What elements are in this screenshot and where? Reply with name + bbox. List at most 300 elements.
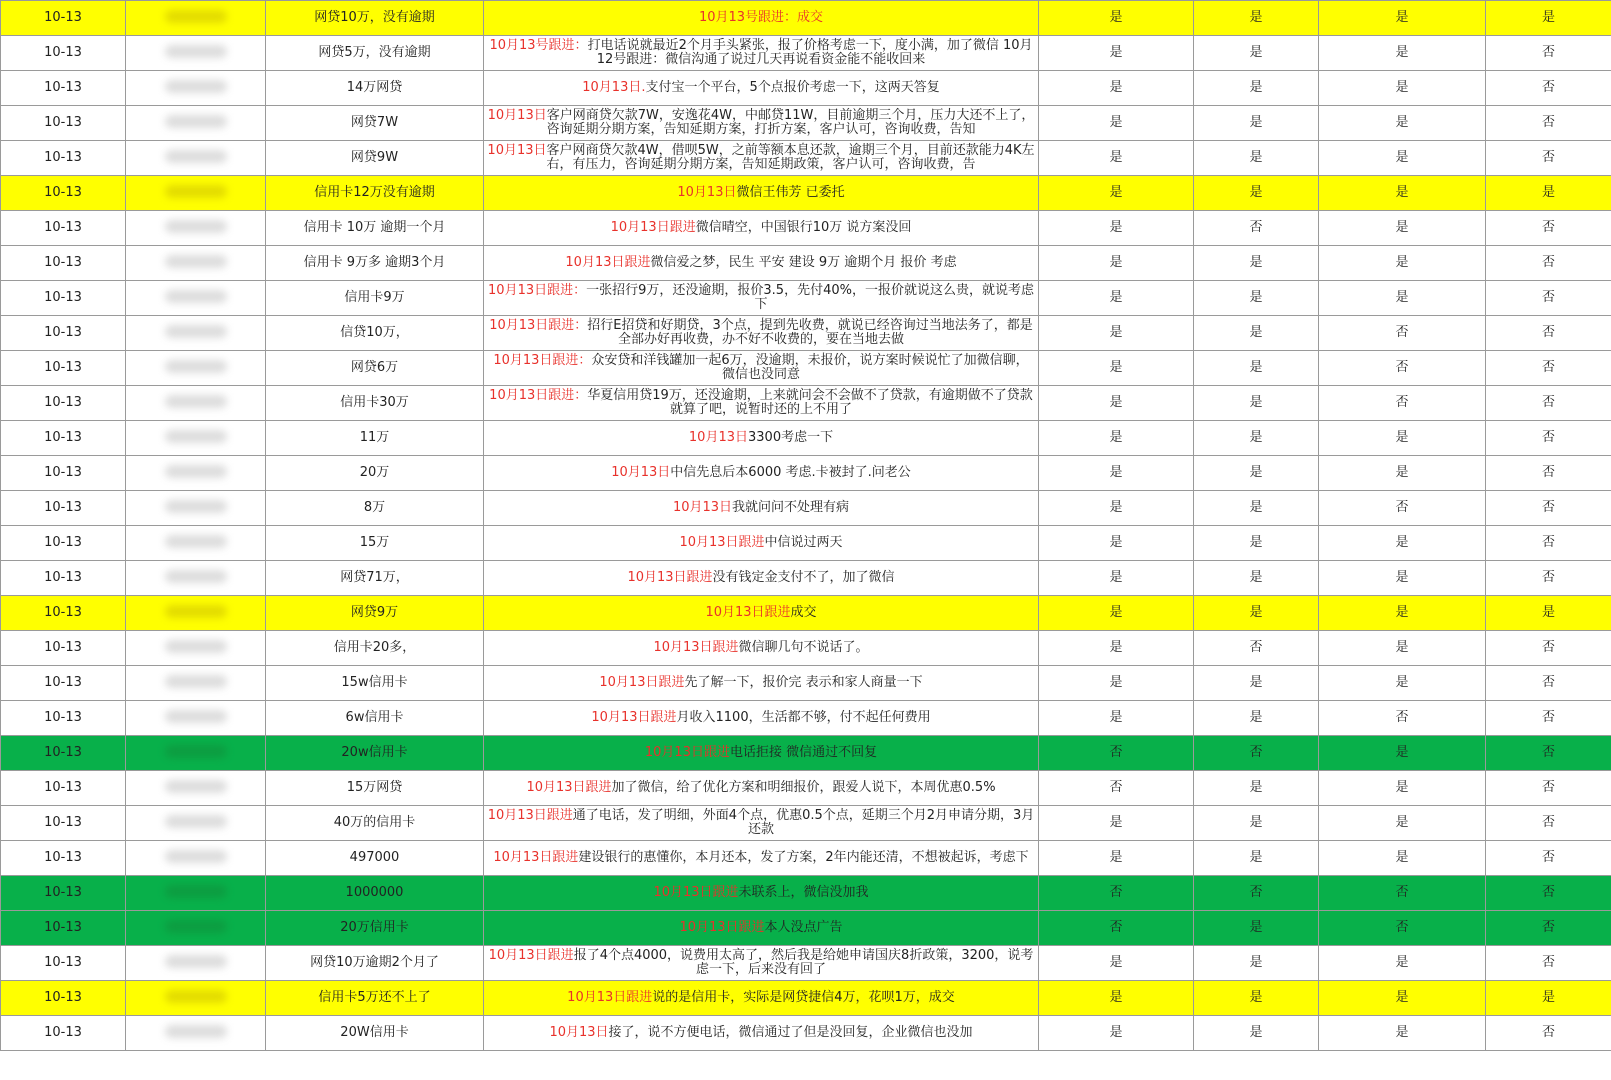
flag-cell-2[interactable]: 是 — [1194, 806, 1319, 841]
follow-up-note-cell[interactable] — [484, 316, 1039, 351]
note-date-prefix: 10月13日跟进： — [488, 283, 587, 298]
date-cell[interactable]: 10-13 — [1, 1, 126, 36]
debt-amount-cell[interactable]: 网贷7W — [266, 106, 484, 141]
flag-cell-3[interactable]: 是 — [1319, 561, 1486, 596]
flag-cell-4[interactable]: 否 — [1486, 1016, 1611, 1051]
flag-cell-2[interactable]: 是 — [1194, 36, 1319, 71]
flag-cell-4[interactable]: 否 — [1486, 316, 1611, 351]
follow-up-note-cell[interactable] — [484, 456, 1039, 491]
flag-cell-3[interactable]: 是 — [1319, 526, 1486, 561]
flag-cell-4[interactable]: 否 — [1486, 36, 1611, 71]
name-cell-redacted[interactable] — [126, 351, 266, 386]
flag-cell-2[interactable]: 是 — [1194, 351, 1319, 386]
flag-cell-3[interactable]: 否 — [1319, 316, 1486, 351]
flag-cell-4[interactable]: 否 — [1486, 71, 1611, 106]
date-cell[interactable]: 10-13 — [1, 631, 126, 666]
flag-cell-1[interactable]: 是 — [1039, 386, 1194, 421]
flag-cell-2[interactable]: 是 — [1194, 141, 1319, 176]
flag-cell-3[interactable]: 是 — [1319, 106, 1486, 141]
follow-up-note-cell[interactable] — [484, 211, 1039, 246]
follow-up-note-cell[interactable] — [484, 771, 1039, 806]
name-cell-redacted[interactable] — [126, 771, 266, 806]
table-row[interactable] — [1, 351, 1611, 386]
flag-cell-1[interactable]: 是 — [1039, 1016, 1194, 1051]
follow-up-note-cell[interactable] — [484, 386, 1039, 421]
redacted-name-blur — [165, 920, 227, 933]
debt-amount-cell[interactable]: 网贷5万，没有逾期 — [266, 36, 484, 71]
date-cell[interactable]: 10-13 — [1, 456, 126, 491]
flag-cell-2[interactable]: 是 — [1194, 421, 1319, 456]
date-cell[interactable]: 10-13 — [1, 701, 126, 736]
note-date-prefix: 10月13号跟进：成交 — [698, 10, 824, 25]
table-row[interactable] — [1, 421, 1611, 456]
table-row[interactable] — [1, 701, 1611, 736]
debt-amount-cell[interactable]: 信用卡20多， — [266, 631, 484, 666]
note-date-prefix: 10月13日跟进 — [599, 675, 685, 690]
name-cell-redacted[interactable] — [126, 281, 266, 316]
follow-up-note-cell[interactable] — [484, 561, 1039, 596]
flag-cell-4[interactable]: 否 — [1486, 631, 1611, 666]
flag-cell-4[interactable]: 否 — [1486, 141, 1611, 176]
follow-up-note-cell[interactable] — [484, 281, 1039, 316]
flag-cell-3[interactable]: 是 — [1319, 176, 1486, 211]
table-row[interactable] — [1, 456, 1611, 491]
table-row[interactable] — [1, 771, 1611, 806]
debt-amount-cell[interactable]: 8万 — [266, 491, 484, 526]
flag-cell-3[interactable]: 是 — [1319, 421, 1486, 456]
flag-cell-2[interactable]: 是 — [1194, 911, 1319, 946]
note-text: 客户网商贷欠款4W，借呗5W，之前等额本息还款，逾期三个月，目前还款能力4K左右，有压力，咨询延期分期方案，告知延期政策，客户认可，咨询收费，告 — [546, 143, 1035, 172]
name-cell-redacted[interactable] — [126, 456, 266, 491]
debt-amount-cell[interactable]: 网贷9W — [266, 141, 484, 176]
flag-cell-3[interactable]: 是 — [1319, 211, 1486, 246]
flag-cell-3[interactable]: 是 — [1319, 736, 1486, 771]
flag-cell-1[interactable]: 是 — [1039, 176, 1194, 211]
date-cell[interactable]: 10-13 — [1, 666, 126, 701]
follow-up-note-cell[interactable] — [484, 946, 1039, 981]
name-cell-redacted[interactable] — [126, 981, 266, 1016]
table-row[interactable] — [1, 841, 1611, 876]
date-cell[interactable]: 10-13 — [1, 736, 126, 771]
note-date-prefix: 10月13日跟进 — [679, 535, 765, 550]
date-cell[interactable]: 10-13 — [1, 211, 126, 246]
flag-cell-1[interactable]: 是 — [1039, 631, 1194, 666]
flag-cell-2[interactable]: 是 — [1194, 176, 1319, 211]
debt-amount-cell[interactable]: 6w信用卡 — [266, 701, 484, 736]
flag-cell-4[interactable]: 否 — [1486, 351, 1611, 386]
flag-cell-1[interactable]: 是 — [1039, 596, 1194, 631]
flag-cell-1[interactable]: 是 — [1039, 841, 1194, 876]
flag-cell-3[interactable]: 是 — [1319, 666, 1486, 701]
flag-cell-4[interactable]: 否 — [1486, 561, 1611, 596]
flag-cell-3[interactable]: 是 — [1319, 71, 1486, 106]
debt-amount-cell[interactable]: 20W信用卡 — [266, 1016, 484, 1051]
name-cell-redacted[interactable] — [126, 211, 266, 246]
name-cell-redacted[interactable] — [126, 491, 266, 526]
debt-amount-cell[interactable]: 20w信用卡 — [266, 736, 484, 771]
flag-cell-4[interactable]: 否 — [1486, 806, 1611, 841]
flag-cell-1[interactable]: 是 — [1039, 246, 1194, 281]
date-cell[interactable]: 10-13 — [1, 316, 126, 351]
flag-cell-1[interactable]: 是 — [1039, 981, 1194, 1016]
date-cell[interactable]: 10-13 — [1, 141, 126, 176]
date-cell[interactable]: 10-13 — [1, 281, 126, 316]
flag-cell-3[interactable]: 是 — [1319, 841, 1486, 876]
note-text: 加了微信，给了优化方案和明细报价，跟爱人说下，本周优惠0.5% — [611, 780, 996, 795]
flag-cell-4[interactable]: 是 — [1486, 981, 1611, 1016]
table-row[interactable] — [1, 491, 1611, 526]
flag-cell-2[interactable]: 否 — [1194, 876, 1319, 911]
date-cell[interactable]: 10-13 — [1, 841, 126, 876]
follow-up-note-cell[interactable] — [484, 526, 1039, 561]
table-row[interactable] — [1, 1016, 1611, 1051]
table-row[interactable] — [1, 911, 1611, 946]
name-cell-redacted[interactable] — [126, 1016, 266, 1051]
flag-cell-2[interactable]: 是 — [1194, 246, 1319, 281]
flag-cell-2[interactable]: 否 — [1194, 211, 1319, 246]
name-cell-redacted[interactable] — [126, 316, 266, 351]
flag-cell-2[interactable]: 是 — [1194, 946, 1319, 981]
follow-up-note-cell[interactable] — [484, 911, 1039, 946]
follow-up-note-cell[interactable] — [484, 631, 1039, 666]
redacted-name-blur — [165, 395, 227, 408]
flag-cell-3[interactable]: 是 — [1319, 806, 1486, 841]
flag-cell-4[interactable]: 否 — [1486, 491, 1611, 526]
flag-cell-1[interactable]: 是 — [1039, 456, 1194, 491]
note-text: 华夏信用贷19万，还没逾期，上来就问会不会做不了贷款，有逾期做不了贷款就算了吧，说暂时还的上不用了 — [587, 388, 1033, 417]
redacted-name-blur — [165, 220, 227, 233]
follow-up-note-cell[interactable] — [484, 981, 1039, 1016]
debt-amount-cell[interactable]: 15万 — [266, 526, 484, 561]
name-cell-redacted[interactable] — [126, 911, 266, 946]
table-row[interactable] — [1, 946, 1611, 981]
follow-up-note-cell[interactable] — [484, 246, 1039, 281]
date-cell[interactable]: 10-13 — [1, 946, 126, 981]
flag-cell-1[interactable]: 是 — [1039, 806, 1194, 841]
follow-up-note-cell[interactable] — [484, 736, 1039, 771]
flag-cell-3[interactable]: 是 — [1319, 596, 1486, 631]
note-text: 3300考虑一下 — [748, 430, 834, 445]
date-cell[interactable]: 10-13 — [1, 596, 126, 631]
debt-amount-cell[interactable]: 信用卡12万没有逾期 — [266, 176, 484, 211]
date-cell[interactable]: 10-13 — [1, 771, 126, 806]
name-cell-redacted[interactable] — [126, 71, 266, 106]
name-cell-redacted[interactable] — [126, 806, 266, 841]
name-cell-redacted[interactable] — [126, 106, 266, 141]
table-row[interactable] — [1, 561, 1611, 596]
name-cell-redacted[interactable] — [126, 841, 266, 876]
date-cell[interactable]: 10-13 — [1, 386, 126, 421]
table-row[interactable] — [1, 876, 1611, 911]
date-cell[interactable]: 10-13 — [1, 911, 126, 946]
date-cell[interactable]: 10-13 — [1, 1016, 126, 1051]
follow-up-note-cell[interactable] — [484, 351, 1039, 386]
flag-cell-4[interactable]: 是 — [1486, 1, 1611, 36]
follow-up-note-cell[interactable] — [484, 841, 1039, 876]
debt-amount-cell[interactable]: 信用卡 10万 逾期一个月 — [266, 211, 484, 246]
name-cell-redacted[interactable] — [126, 666, 266, 701]
debt-amount-cell[interactable]: 网贷10万逾期2个月了 — [266, 946, 484, 981]
table-row[interactable] — [1, 631, 1611, 666]
redacted-name-blur — [165, 430, 227, 443]
flag-cell-3[interactable]: 是 — [1319, 771, 1486, 806]
flag-cell-4[interactable]: 否 — [1486, 106, 1611, 141]
table-row[interactable] — [1, 211, 1611, 246]
flag-cell-2[interactable]: 是 — [1194, 526, 1319, 561]
name-cell-redacted[interactable] — [126, 1, 266, 36]
note-text: 打电话说就最近2个月手头紧张，报了价格考虑一下，度小满，加了微信 10月12号跟进：微信沟通了说过几天再说看资金能不能收回来 — [587, 38, 1033, 67]
flag-cell-2[interactable]: 是 — [1194, 771, 1319, 806]
table-row[interactable] — [1, 386, 1611, 421]
flag-cell-4[interactable]: 否 — [1486, 701, 1611, 736]
flag-cell-3[interactable]: 是 — [1319, 246, 1486, 281]
flag-cell-1[interactable]: 否 — [1039, 771, 1194, 806]
flag-cell-2[interactable]: 是 — [1194, 1016, 1319, 1051]
flag-cell-3[interactable]: 否 — [1319, 876, 1486, 911]
debt-amount-cell[interactable]: 网贷6万 — [266, 351, 484, 386]
flag-cell-1[interactable]: 否 — [1039, 736, 1194, 771]
note-date-prefix: 10月13日跟进 — [567, 990, 653, 1005]
table-row[interactable] — [1, 1, 1611, 36]
debt-amount-cell[interactable]: 信用卡30万 — [266, 386, 484, 421]
follow-up-note-cell[interactable] — [484, 421, 1039, 456]
flag-cell-1[interactable]: 否 — [1039, 876, 1194, 911]
redacted-name-blur — [165, 500, 227, 513]
table-row[interactable] — [1, 526, 1611, 561]
table-row[interactable] — [1, 36, 1611, 71]
table-row[interactable] — [1, 736, 1611, 771]
debt-amount-cell[interactable]: 40万的信用卡 — [266, 806, 484, 841]
flag-cell-2[interactable]: 是 — [1194, 456, 1319, 491]
flag-cell-2[interactable]: 是 — [1194, 981, 1319, 1016]
flag-cell-3[interactable]: 否 — [1319, 491, 1486, 526]
flag-cell-3[interactable]: 是 — [1319, 456, 1486, 491]
flag-cell-1[interactable]: 是 — [1039, 281, 1194, 316]
flag-cell-2[interactable]: 是 — [1194, 701, 1319, 736]
name-cell-redacted[interactable] — [126, 526, 266, 561]
note-text: 建设银行的惠懂你，本月还本，发了方案，2年内能还清，不想被起诉，考虑下 — [578, 850, 1029, 865]
name-cell-redacted[interactable] — [126, 421, 266, 456]
table-row[interactable] — [1, 666, 1611, 701]
debt-amount-cell[interactable]: 1000000 — [266, 876, 484, 911]
debt-amount-cell[interactable]: 497000 — [266, 841, 484, 876]
flag-cell-3[interactable]: 是 — [1319, 36, 1486, 71]
flag-cell-1[interactable]: 是 — [1039, 141, 1194, 176]
name-cell-redacted[interactable] — [126, 176, 266, 211]
flag-cell-1[interactable]: 是 — [1039, 71, 1194, 106]
flag-cell-3[interactable]: 否 — [1319, 386, 1486, 421]
flag-cell-4[interactable]: 否 — [1486, 421, 1611, 456]
flag-cell-1[interactable]: 是 — [1039, 421, 1194, 456]
flag-cell-4[interactable]: 否 — [1486, 946, 1611, 981]
flag-cell-2[interactable]: 是 — [1194, 491, 1319, 526]
flag-cell-3[interactable]: 否 — [1319, 351, 1486, 386]
follow-up-note-cell[interactable] — [484, 141, 1039, 176]
debt-amount-cell[interactable]: 20万信用卡 — [266, 911, 484, 946]
flag-cell-4[interactable]: 否 — [1486, 246, 1611, 281]
table-row[interactable] — [1, 806, 1611, 841]
follow-up-note-cell[interactable] — [484, 491, 1039, 526]
flag-cell-1[interactable]: 是 — [1039, 36, 1194, 71]
flag-cell-2[interactable]: 是 — [1194, 841, 1319, 876]
debt-amount-cell[interactable]: 信用卡9万 — [266, 281, 484, 316]
flag-cell-2[interactable]: 是 — [1194, 1, 1319, 36]
table-row[interactable] — [1, 71, 1611, 106]
follow-up-note-cell[interactable] — [484, 71, 1039, 106]
follow-up-note-cell[interactable] — [484, 36, 1039, 71]
note-date-prefix: 10月13日跟进 — [565, 255, 651, 270]
follow-up-note-cell[interactable] — [484, 876, 1039, 911]
flag-cell-4[interactable]: 是 — [1486, 596, 1611, 631]
follow-up-note-cell[interactable] — [484, 176, 1039, 211]
date-cell[interactable]: 10-13 — [1, 351, 126, 386]
flag-cell-3[interactable]: 否 — [1319, 701, 1486, 736]
flag-cell-1[interactable]: 是 — [1039, 211, 1194, 246]
date-cell[interactable]: 10-13 — [1, 491, 126, 526]
flag-cell-4[interactable]: 否 — [1486, 771, 1611, 806]
debt-amount-cell[interactable]: 11万 — [266, 421, 484, 456]
flag-cell-1[interactable]: 是 — [1039, 561, 1194, 596]
flag-cell-1[interactable]: 否 — [1039, 911, 1194, 946]
redacted-name-blur — [165, 360, 227, 373]
note-date-prefix: 10月13日跟进 — [705, 605, 791, 620]
flag-cell-1[interactable]: 是 — [1039, 946, 1194, 981]
table-row[interactable] — [1, 596, 1611, 631]
date-cell[interactable]: 10-13 — [1, 421, 126, 456]
note-date-prefix: 10月13日 — [487, 143, 547, 158]
note-text: 我就问问不处理有病 — [732, 500, 850, 515]
follow-up-note-cell[interactable] — [484, 1016, 1039, 1051]
date-cell[interactable]: 10-13 — [1, 36, 126, 71]
name-cell-redacted[interactable] — [126, 246, 266, 281]
flag-cell-1[interactable]: 是 — [1039, 701, 1194, 736]
flag-cell-4[interactable]: 否 — [1486, 386, 1611, 421]
date-cell[interactable]: 10-13 — [1, 106, 126, 141]
date-cell[interactable]: 10-13 — [1, 176, 126, 211]
flag-cell-4[interactable]: 否 — [1486, 736, 1611, 771]
flag-cell-2[interactable]: 是 — [1194, 596, 1319, 631]
table-row[interactable] — [1, 141, 1611, 176]
debt-amount-cell[interactable]: 网贷9万 — [266, 596, 484, 631]
flag-cell-4[interactable]: 否 — [1486, 526, 1611, 561]
date-cell[interactable]: 10-13 — [1, 246, 126, 281]
flag-cell-4[interactable]: 否 — [1486, 456, 1611, 491]
table-row[interactable] — [1, 281, 1611, 316]
table-row[interactable] — [1, 176, 1611, 211]
flag-cell-3[interactable]: 否 — [1319, 911, 1486, 946]
name-cell-redacted[interactable] — [126, 141, 266, 176]
flag-cell-3[interactable]: 是 — [1319, 631, 1486, 666]
flag-cell-1[interactable]: 是 — [1039, 526, 1194, 561]
flag-cell-3[interactable]: 是 — [1319, 141, 1486, 176]
table-row[interactable] — [1, 316, 1611, 351]
debt-amount-cell[interactable]: 15w信用卡 — [266, 666, 484, 701]
date-cell[interactable]: 10-13 — [1, 526, 126, 561]
name-cell-redacted[interactable] — [126, 386, 266, 421]
flag-cell-3[interactable]: 是 — [1319, 1016, 1486, 1051]
flag-cell-4[interactable]: 否 — [1486, 211, 1611, 246]
follow-up-note-cell[interactable] — [484, 806, 1039, 841]
name-cell-redacted[interactable] — [126, 701, 266, 736]
note-text: 通了电话，发了明细，外面4个点，优惠0.5个点，延期三个月2月申请分期，3月还款 — [572, 808, 1035, 837]
flag-cell-2[interactable]: 是 — [1194, 561, 1319, 596]
flag-cell-2[interactable]: 是 — [1194, 106, 1319, 141]
note-text: 中信说过两天 — [764, 535, 843, 550]
debt-amount-cell[interactable]: 信用卡5万还不上了 — [266, 981, 484, 1016]
table-row[interactable] — [1, 981, 1611, 1016]
debt-amount-cell[interactable]: 20万 — [266, 456, 484, 491]
date-cell[interactable]: 10-13 — [1, 71, 126, 106]
flag-cell-1[interactable]: 是 — [1039, 316, 1194, 351]
flag-cell-4[interactable]: 否 — [1486, 281, 1611, 316]
date-cell[interactable]: 10-13 — [1, 806, 126, 841]
follow-up-note-cell[interactable] — [484, 701, 1039, 736]
flag-cell-3[interactable]: 是 — [1319, 281, 1486, 316]
name-cell-redacted[interactable] — [126, 876, 266, 911]
note-text: 说的是信用卡，实际是网贷捷信4万，花呗1万，成交 — [652, 990, 955, 1005]
debt-amount-cell[interactable]: 网贷10万，没有逾期 — [266, 1, 484, 36]
name-cell-redacted[interactable] — [126, 736, 266, 771]
flag-cell-2[interactable]: 是 — [1194, 666, 1319, 701]
flag-cell-1[interactable]: 是 — [1039, 1, 1194, 36]
debt-amount-cell[interactable]: 信用卡 9万多 逾期3个月 — [266, 246, 484, 281]
flag-cell-2[interactable]: 是 — [1194, 71, 1319, 106]
follow-up-note-cell[interactable] — [484, 106, 1039, 141]
flag-cell-4[interactable]: 否 — [1486, 666, 1611, 701]
table-row[interactable] — [1, 246, 1611, 281]
date-cell[interactable]: 10-13 — [1, 876, 126, 911]
follow-up-note-cell[interactable] — [484, 1, 1039, 36]
flag-cell-1[interactable]: 是 — [1039, 666, 1194, 701]
note-date-prefix: 10月13日 — [611, 465, 671, 480]
flag-cell-4[interactable]: 否 — [1486, 876, 1611, 911]
flag-cell-2[interactable]: 是 — [1194, 281, 1319, 316]
note-date-prefix: 10月13日跟进 — [644, 745, 730, 760]
date-cell[interactable]: 10-13 — [1, 561, 126, 596]
redacted-name-blur — [165, 605, 227, 618]
flag-cell-3[interactable]: 是 — [1319, 981, 1486, 1016]
flag-cell-1[interactable]: 是 — [1039, 491, 1194, 526]
flag-cell-2[interactable]: 否 — [1194, 631, 1319, 666]
debt-amount-cell[interactable]: 网贷71万， — [266, 561, 484, 596]
flag-cell-4[interactable]: 否 — [1486, 841, 1611, 876]
debt-amount-cell[interactable]: 14万网贷 — [266, 71, 484, 106]
flag-cell-4[interactable]: 是 — [1486, 176, 1611, 211]
note-text: 一张招行9万，还没逾期，报价3.5，先付40%，一报价就说这么贵，就说考虑下 — [586, 283, 1034, 312]
flag-cell-4[interactable]: 否 — [1486, 911, 1611, 946]
note-date-prefix: 10月13日 — [549, 1025, 609, 1040]
flag-cell-2[interactable]: 否 — [1194, 736, 1319, 771]
flag-cell-2[interactable]: 是 — [1194, 386, 1319, 421]
debt-amount-cell[interactable]: 15万网贷 — [266, 771, 484, 806]
date-cell[interactable]: 10-13 — [1, 981, 126, 1016]
flag-cell-1[interactable]: 是 — [1039, 351, 1194, 386]
flag-cell-3[interactable]: 是 — [1319, 1, 1486, 36]
flag-cell-1[interactable]: 是 — [1039, 106, 1194, 141]
name-cell-redacted[interactable] — [126, 561, 266, 596]
follow-up-note-cell[interactable] — [484, 666, 1039, 701]
table-row[interactable] — [1, 106, 1611, 141]
name-cell-redacted[interactable] — [126, 946, 266, 981]
name-cell-redacted[interactable] — [126, 36, 266, 71]
name-cell-redacted[interactable] — [126, 596, 266, 631]
debt-amount-cell[interactable]: 信贷10万， — [266, 316, 484, 351]
flag-cell-3[interactable]: 是 — [1319, 946, 1486, 981]
follow-up-note-cell[interactable] — [484, 596, 1039, 631]
flag-cell-2[interactable]: 是 — [1194, 316, 1319, 351]
note-text: 微信晴空，中国银行10万 说方案没回 — [695, 220, 912, 235]
name-cell-redacted[interactable] — [126, 631, 266, 666]
